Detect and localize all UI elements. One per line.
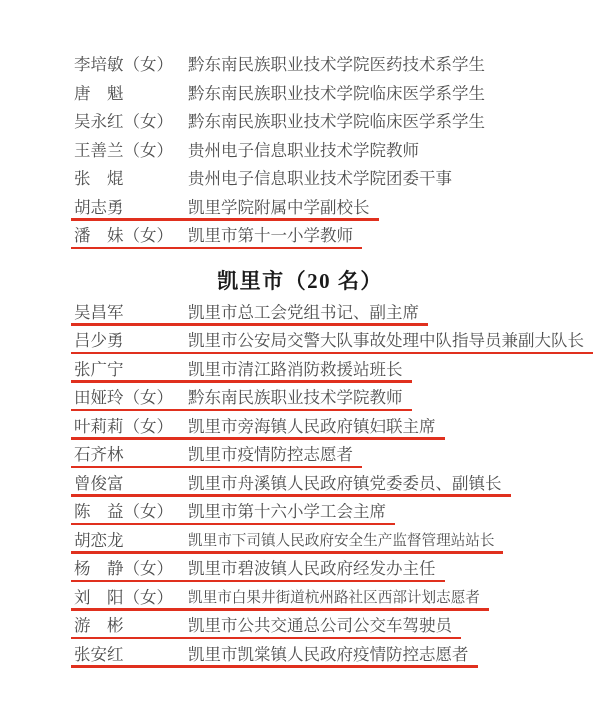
list-item <box>74 51 485 80</box>
person-title: 凯里市白果井街道杭州路社区西部计划志愿者 <box>188 589 480 606</box>
list-item <box>74 299 419 328</box>
list-item <box>74 641 469 670</box>
person-name: 曾俊富 <box>74 473 124 493</box>
list-item <box>74 584 480 613</box>
red-underline-mark <box>71 608 489 611</box>
person-name: 陈 益（女） <box>74 502 173 521</box>
person-name: 叶莉莉（女） <box>74 416 173 436</box>
person-name: 潘 妹（女） <box>74 226 173 245</box>
person-name: 吕少勇 <box>74 331 124 350</box>
person-name: 张广宁 <box>74 359 124 379</box>
red-underline-mark <box>71 551 503 554</box>
person-title: 凯里学院附属中学副校长 <box>188 197 370 217</box>
list-item <box>74 80 485 109</box>
person-name: 李培敏（女） <box>74 55 173 74</box>
person-title: 凯里市第十六小学工会主席 <box>188 502 386 521</box>
red-underline-mark <box>71 352 593 355</box>
red-underline-mark <box>71 665 478 668</box>
person-title: 凯里市舟溪镇人民政府镇党委委员、副镇长 <box>188 473 502 493</box>
list-item <box>74 527 494 556</box>
list-item <box>74 384 403 413</box>
list-item <box>74 441 353 470</box>
red-underline-mark <box>71 247 362 250</box>
person-title: 凯里市旁海镇人民政府镇妇联主席 <box>188 416 436 436</box>
red-underline-mark <box>71 637 461 640</box>
person-title: 凯里市总工会党组书记、副主席 <box>188 302 419 322</box>
person-name: 张安红 <box>74 644 124 664</box>
section-heading: 凯里市（20 名） <box>217 268 383 293</box>
person-name: 胡恋龙 <box>74 530 124 550</box>
person-name: 游 彬 <box>74 616 124 635</box>
person-name: 唐 魁 <box>74 83 124 103</box>
person-title: 凯里市清江路消防救援站班长 <box>188 359 403 379</box>
person-name: 吴永红（女） <box>74 112 173 131</box>
person-title: 凯里市公安局交警大队事故处理中队指导员兼副大队长 <box>188 331 584 350</box>
person-title: 黔东南民族职业技术学院临床医学系学生 <box>188 112 485 131</box>
person-title: 凯里市碧波镇人民政府经发办主任 <box>188 559 436 578</box>
person-name: 张 焜 <box>74 169 124 188</box>
list-item <box>74 555 436 584</box>
list-item <box>74 498 386 527</box>
list-item <box>74 222 353 251</box>
name-list-section-1 <box>0 51 600 251</box>
list-item <box>74 194 370 223</box>
person-name: 田娅玲（女） <box>74 388 173 407</box>
red-underline-mark <box>71 218 379 221</box>
list-item <box>74 413 436 442</box>
list-item <box>74 612 452 641</box>
person-title: 黔东南民族职业技术学院临床医学系学生 <box>188 83 485 103</box>
person-title: 黔东南民族职业技术学院教师 <box>188 388 403 407</box>
person-title: 贵州电子信息职业技术学院团委干事 <box>188 169 452 188</box>
red-underline-mark <box>71 494 511 497</box>
person-title: 黔东南民族职业技术学院医药技术系学生 <box>188 55 485 74</box>
red-underline-mark <box>71 466 362 469</box>
red-underline-mark <box>71 323 428 326</box>
list-item <box>74 327 584 356</box>
red-underline-mark <box>71 380 412 383</box>
person-name: 刘 阳（女） <box>74 587 173 607</box>
person-title: 贵州电子信息职业技术学院教师 <box>188 140 419 160</box>
person-name: 吴昌军 <box>74 302 124 322</box>
red-underline-mark <box>71 523 395 526</box>
list-item <box>74 137 419 166</box>
person-title: 凯里市下司镇人民政府安全生产监督管理站站长 <box>188 532 495 549</box>
person-name: 石齐林 <box>74 445 124 464</box>
red-underline-mark <box>71 409 412 412</box>
person-title: 凯里市第十一小学教师 <box>188 226 353 245</box>
person-name: 胡志勇 <box>74 197 124 217</box>
person-name: 杨 静（女） <box>74 559 173 578</box>
list-item <box>74 356 403 385</box>
name-list-section-2 <box>0 299 600 670</box>
list-item <box>74 470 502 499</box>
list-item <box>74 108 485 137</box>
person-name: 王善兰（女） <box>74 140 173 160</box>
red-underline-mark <box>71 580 445 583</box>
person-title: 凯里市凯棠镇人民政府疫情防控志愿者 <box>188 644 469 664</box>
person-title: 凯里市疫情防控志愿者 <box>188 445 353 464</box>
person-title: 凯里市公共交通总公司公交车驾驶员 <box>188 616 452 635</box>
list-item <box>74 165 452 194</box>
red-underline-mark <box>71 437 445 440</box>
